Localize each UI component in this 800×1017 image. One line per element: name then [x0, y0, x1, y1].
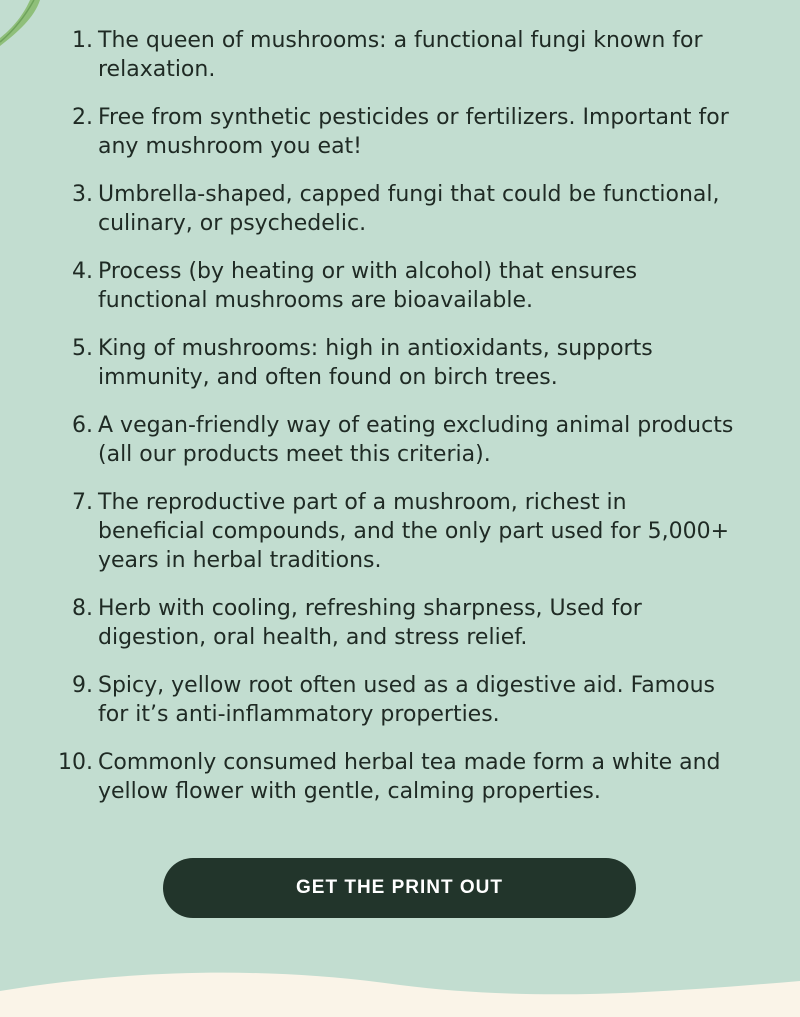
item-text: Umbrella-shaped, capped fungi that could be functional, culinary, or psychedelic. — [98, 182, 720, 236]
list-item — [0, 748, 800, 806]
list-item — [0, 103, 800, 161]
item-text: A vegan-friendly way of eating excluding animal products (all our products meet this criteria). — [98, 413, 734, 467]
item-number: 5. — [72, 336, 93, 361]
list-item — [0, 671, 800, 729]
footer-wave — [0, 967, 800, 1017]
item-text: Process (by heating or with alcohol) that ensures functional mushrooms are bioavailable. — [98, 259, 638, 313]
item-number: 2. — [72, 105, 93, 130]
item-text: Herb with cooling, refreshing sharpness, Used for digestion, oral health, and stress relief. — [98, 596, 642, 650]
list-item — [0, 488, 800, 575]
quiz-answer-list — [0, 26, 800, 825]
item-number: 4. — [72, 259, 93, 284]
list-item — [0, 594, 800, 652]
item-number: 8. — [72, 596, 93, 621]
item-text: Spicy, yellow root often used as a digestive aid. Famous for it’s anti-inflammatory properties. — [98, 673, 715, 727]
item-number: 10. — [58, 750, 93, 775]
item-text: King of mushrooms: high in antioxidants, supports immunity, and often found on birch trees. — [98, 336, 653, 390]
item-text: Commonly consumed herbal tea made form a white and yellow flower with gentle, calming properties. — [98, 750, 721, 804]
item-number: 9. — [72, 673, 93, 698]
list-item — [0, 334, 800, 392]
item-number: 6. — [72, 413, 93, 438]
list-item — [0, 257, 800, 315]
list-item — [0, 180, 800, 238]
item-number: 3. — [72, 182, 93, 207]
list-item — [0, 26, 800, 84]
item-text: The queen of mushrooms: a functional fungi known for relaxation. — [98, 28, 703, 82]
item-number: 1. — [72, 28, 93, 53]
item-text: Free from synthetic pesticides or fertilizers. Important for any mushroom you eat! — [98, 105, 729, 159]
item-text: The reproductive part of a mushroom, richest in beneficial compounds, and the only part used for 5,000+ years in herbal traditions. — [98, 490, 730, 573]
item-number: 7. — [72, 490, 93, 515]
get-print-out-button[interactable]: GET THE PRINT OUT — [163, 858, 636, 918]
list-item — [0, 411, 800, 469]
